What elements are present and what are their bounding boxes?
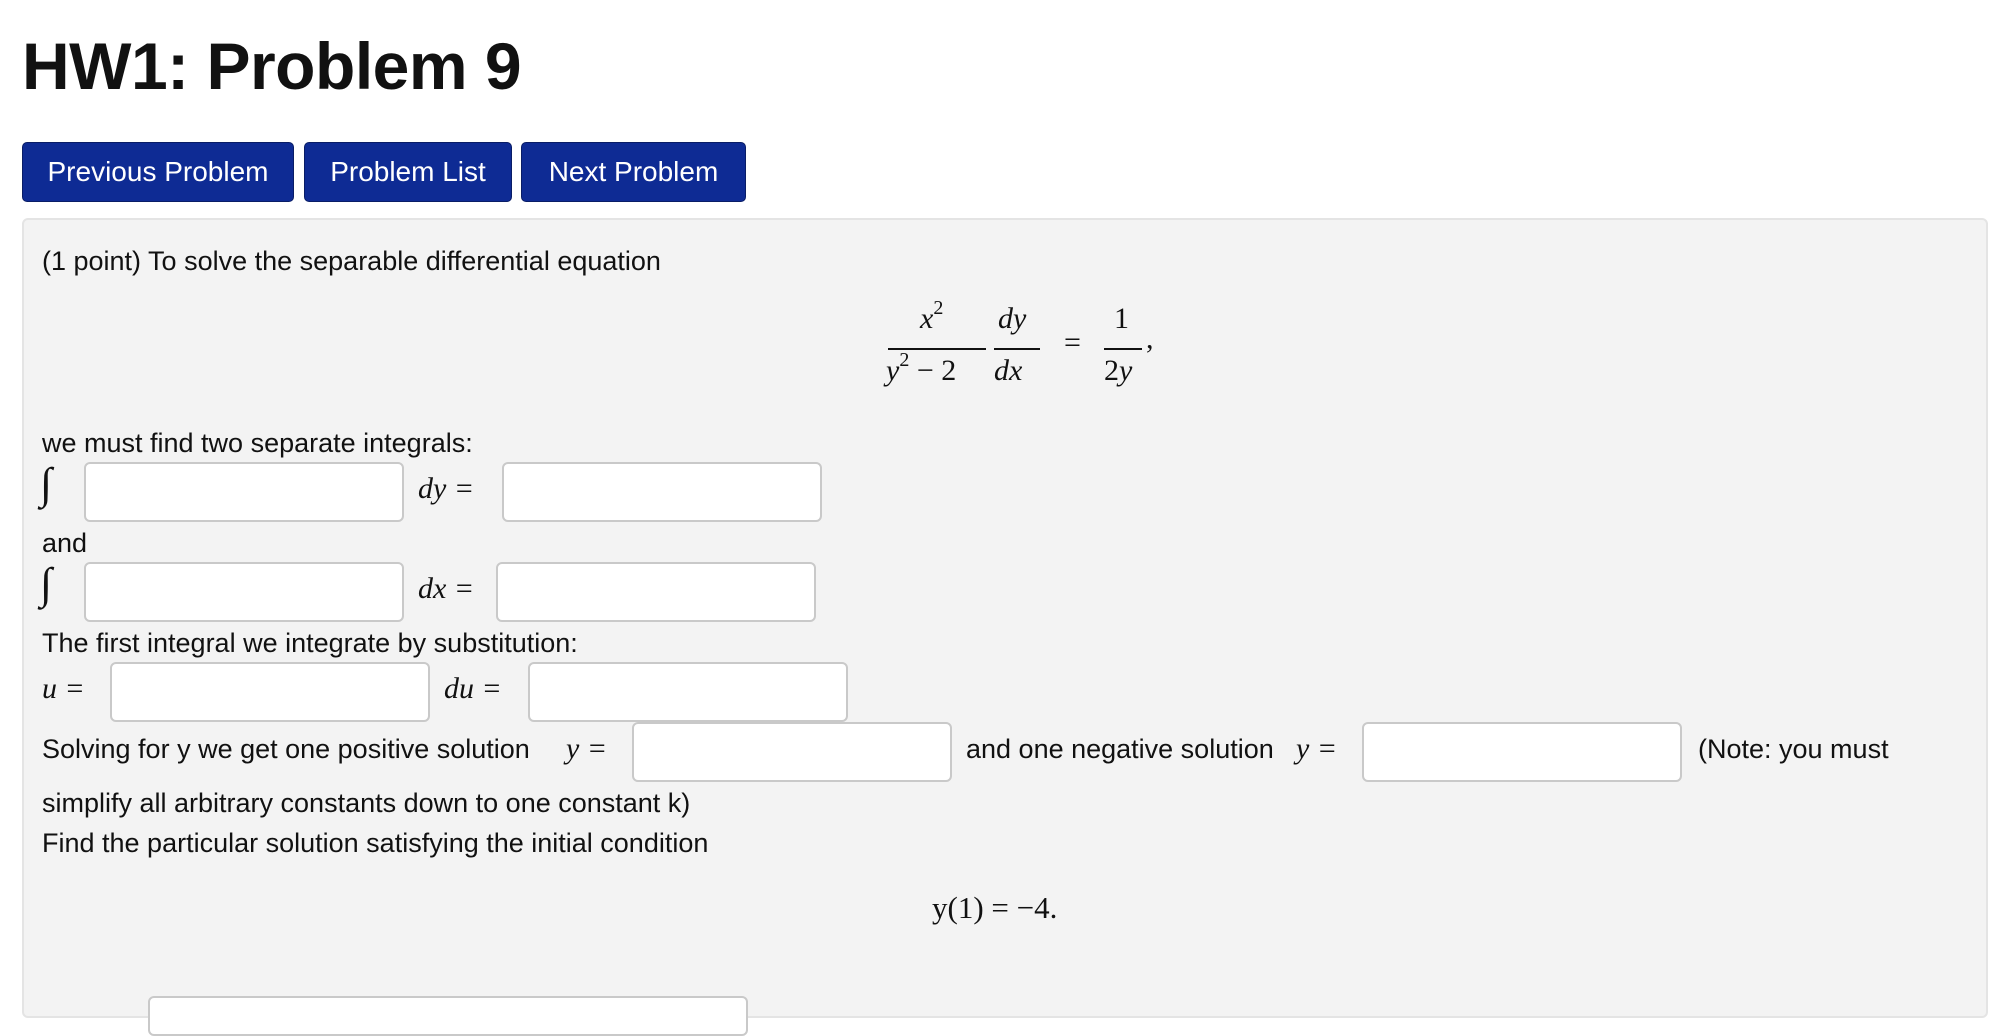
- and-text: and: [42, 528, 88, 558]
- y-equals-label-positive: y =: [566, 732, 608, 765]
- y-equals-label-negative: y =: [1296, 732, 1338, 765]
- positive-solution-input[interactable]: [632, 722, 952, 782]
- eq-rhs-denominator: 2y: [1104, 354, 1133, 387]
- problem-list-button[interactable]: Problem List: [304, 142, 512, 202]
- negative-solution-input[interactable]: [1362, 722, 1682, 782]
- initial-condition: y(1) = −4.: [932, 890, 1058, 925]
- eq-lhs2-denominator: dx: [994, 354, 1023, 387]
- previous-problem-button[interactable]: Previous Problem: [22, 142, 294, 202]
- dx-equals-label: dx =: [418, 572, 475, 605]
- differential-equation: [884, 297, 1184, 402]
- negative-solution-text: and one negative solution: [966, 734, 1274, 764]
- eq-lhs1-denominator: $y^2 - 2$: [886, 349, 957, 387]
- eq-lhs1-numerator: $x^2$: [920, 297, 944, 335]
- note-text: (Note: you must: [1698, 734, 1889, 764]
- u-equals-label: u =: [42, 672, 85, 705]
- du-equals-label: du =: [444, 672, 502, 705]
- integrand-x-input[interactable]: [84, 562, 404, 622]
- dy-equals-label: dy =: [418, 472, 475, 505]
- integrand-y-input[interactable]: [84, 462, 404, 522]
- eq-rhs-numerator: 1: [1114, 302, 1129, 335]
- page-title: HW1: Problem 9: [22, 29, 522, 103]
- particular-solution-text: Find the particular solution satisfying the initial condition: [42, 828, 709, 858]
- integral-y-result-input[interactable]: [502, 462, 822, 522]
- integral-sign-icon: ∫: [40, 459, 53, 508]
- du-input[interactable]: [528, 662, 848, 722]
- u-input[interactable]: [110, 662, 430, 722]
- eq-equals-sign: =: [1064, 326, 1081, 359]
- eq-fraction-bar-3: [1104, 348, 1142, 350]
- integral-x-result-input[interactable]: [496, 562, 816, 622]
- solving-text: Solving for y we get one positive solution: [42, 734, 530, 764]
- problem-panel: [22, 218, 1988, 1018]
- simplify-text: simplify all arbitrary constants down to one constant k): [42, 788, 691, 818]
- problem-intro: (1 point) To solve the separable differential equation: [42, 246, 661, 276]
- eq-lhs2-numerator: dy: [998, 302, 1027, 335]
- answer-input-partial[interactable]: [148, 996, 748, 1036]
- find-integrals-text: we must find two separate integrals:: [42, 428, 473, 458]
- integral-sign-icon-2: ∫: [40, 559, 53, 608]
- next-problem-button[interactable]: Next Problem: [521, 142, 746, 202]
- eq-fraction-bar-2: [994, 348, 1040, 350]
- eq-trailing-comma: ,: [1146, 322, 1154, 355]
- substitution-text: The first integral we integrate by substitution:: [42, 628, 578, 658]
